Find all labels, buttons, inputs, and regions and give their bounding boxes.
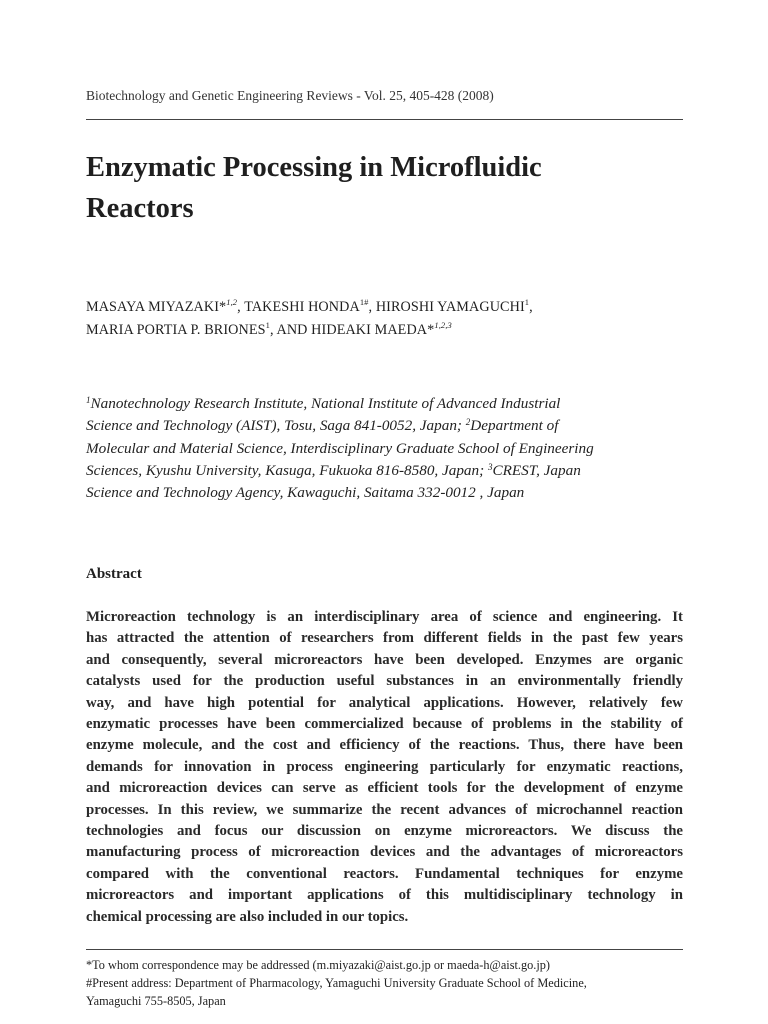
author-affiliation-marker: 1 bbox=[524, 297, 530, 307]
paper-title-line-1: Enzymatic Processing in Microfluidic bbox=[86, 152, 542, 183]
paper-title bbox=[86, 147, 683, 229]
journal-citation: Biotechnology and Genetic Engineering Reviews - Vol. 25, 405-428 (2008) bbox=[86, 88, 494, 103]
footnotes bbox=[86, 956, 683, 1010]
abstract-line: demands for innovation in process engineering particularly for enzymatic reactions, bbox=[86, 758, 683, 775]
abstract-line: microreactors and important applications of this multidisciplinary technology in bbox=[86, 887, 683, 904]
paper-title-line-2: Reactors bbox=[86, 193, 194, 224]
author-name: , AND HIDEAKI MAEDA* bbox=[269, 322, 435, 338]
affiliation-marker: 2 bbox=[465, 417, 471, 428]
abstract-line: technologies and focus our discussion on enzyme microreactors. We discuss the bbox=[86, 823, 683, 840]
author-name: MARIA PORTIA P. BRIONES bbox=[86, 322, 266, 338]
affiliations bbox=[86, 393, 686, 504]
footnote-present-address-cont: Yamaguchi 755-8505, Japan bbox=[86, 994, 226, 1008]
author-line-2 bbox=[86, 319, 683, 342]
footnote-divider bbox=[86, 949, 683, 950]
author-line-1 bbox=[86, 296, 683, 319]
header-divider bbox=[86, 119, 683, 120]
abstract-line: catalysts used for the production useful substances in an environmentally friendly bbox=[86, 673, 683, 690]
author-affiliation-marker: 1,2,3 bbox=[434, 320, 452, 330]
abstract-line: has attracted the attention of researchers from different fields in the past few years bbox=[86, 630, 683, 647]
abstract-line: enzyme molecule, and the cost and efficiency of the reactions. Thus, there have been bbox=[86, 737, 683, 754]
author-name: MASAYA MIYAZAKI* bbox=[86, 299, 227, 315]
footnote-correspondence: *To whom correspondence may be addressed (m.miyazaki@aist.go.jp or maeda-h@aist.go.jp) bbox=[86, 958, 550, 972]
abstract-line: enzymatic processes have been commercialized because of problems in the stability of bbox=[86, 716, 683, 733]
abstract-heading: Abstract bbox=[86, 566, 142, 582]
abstract-body bbox=[86, 607, 683, 928]
author-list bbox=[86, 296, 683, 342]
abstract-line: processes. In this review, we summarize the recent advances of microchannel reaction bbox=[86, 801, 683, 818]
author-separator: , bbox=[529, 299, 533, 315]
affiliation-marker: 3 bbox=[487, 461, 493, 472]
author-name: , HIROSHI YAMAGUCHI bbox=[368, 299, 525, 315]
affiliation-line: Molecular and Material Science, Interdisciplinary Graduate School of Engineering bbox=[86, 439, 594, 457]
affiliation-line: Science and Technology (AIST), Tosu, Saga 841-0052, Japan; $^2$Department of bbox=[86, 417, 559, 435]
author-affiliation-marker: 1,2 bbox=[226, 297, 238, 307]
abstract-line: way, and have high potential for analytical applications. However, relatively few bbox=[86, 694, 683, 711]
author-name: , TAKESHI HONDA bbox=[237, 299, 360, 315]
author-affiliation-marker: 1# bbox=[359, 297, 369, 307]
abstract-line: and microreaction devices can serve as efficient tools for the development of enzyme bbox=[86, 780, 683, 797]
affiliation-line: Sciences, Kyushu University, Kasuga, Fukuoka 816-8580, Japan; $^3$CREST, Japan bbox=[86, 461, 581, 479]
abstract-line: compared with the conventional reactors. Fundamental techniques for enzyme bbox=[86, 865, 683, 882]
abstract-line: chemical processing are also included in our topics. bbox=[86, 908, 409, 925]
abstract-line: Microreaction technology is an interdisciplinary area of science and engineering. It bbox=[86, 609, 683, 625]
affiliation-line: $^1$Nanotechnology Research Institute, National Institute of Advanced Industrial bbox=[86, 395, 561, 412]
author-affiliation-marker: 1 bbox=[265, 320, 270, 330]
abstract-line: manufacturing process of microreaction devices and the advantages of microreactors bbox=[86, 844, 683, 861]
footnote-present-address: #Present address: Department of Pharmacology, Yamaguchi University Graduate School of Medicine, bbox=[86, 976, 587, 990]
affiliation-marker: 1 bbox=[86, 395, 91, 405]
affiliation-line: Science and Technology Agency, Kawaguchi, Saitama 332-0012 , Japan bbox=[86, 484, 525, 502]
abstract-line: and consequently, several microreactors have been developed. Enzymes are organic bbox=[86, 651, 683, 668]
